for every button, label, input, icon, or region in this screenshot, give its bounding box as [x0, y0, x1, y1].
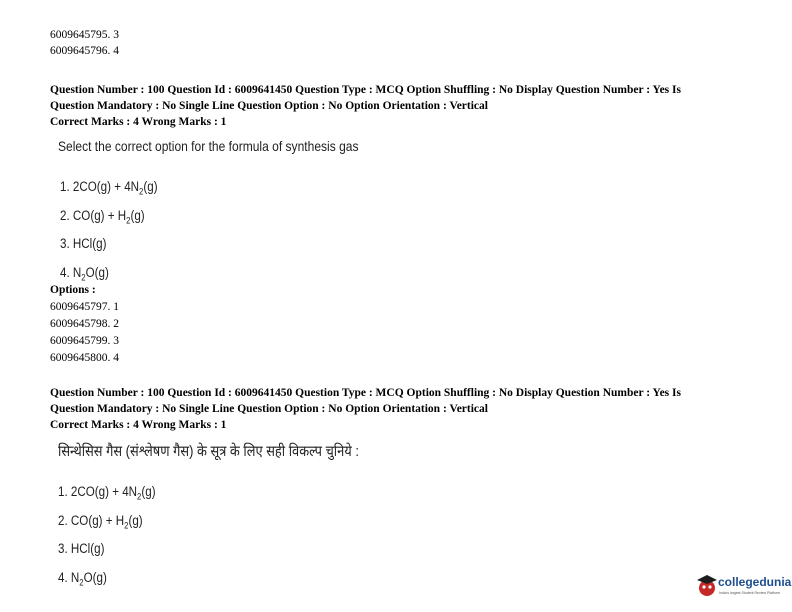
header-line: Question Mandatory : No Single Line Question Option : No Option Orientation : Vertical — [50, 403, 488, 415]
options-block — [50, 282, 119, 366]
option-id: 6009645795. 3 — [50, 29, 119, 41]
question-text-hindi: सिन्थेसिस गैस (संश्लेषण गैस) के सूत्र के लिए सही विकल्प चुनिये : — [58, 443, 359, 460]
question-header — [50, 82, 681, 130]
choice-2: 2. $CO(g) + H_2(g)$ — [60, 207, 145, 226]
question-text: Select the correct option for the formula of synthesis gas — [58, 138, 359, 154]
marks-line: Correct Marks : 4 Wrong Marks : 1 — [50, 116, 227, 128]
collegedunia-logo — [696, 572, 792, 602]
choice-list — [60, 175, 173, 290]
header-line: Question Number : 100 Question Id : 6009641450 Question Type : MCQ Option Shuffling : No Display Question Number : Yes Is — [50, 84, 681, 96]
header-line: Question Number : 100 Question Id : 6009641450 Question Type : MCQ Option Shuffling : No Display Question Number : Yes Is — [50, 387, 681, 399]
logo-text: collegedunia — [718, 575, 792, 589]
option-id: 6009645800. 4 — [50, 352, 119, 364]
question-header — [50, 385, 681, 433]
choice-3: 3. HCl(g) — [60, 236, 107, 252]
choice-2: 2. $CO(g) + H_2(g)$ — [58, 512, 143, 531]
mascot-icon — [696, 574, 718, 598]
choice-list — [58, 480, 171, 595]
option-id: 6009645797. 1 — [50, 301, 119, 313]
header-line: Question Mandatory : No Single Line Question Option : No Option Orientation : Vertical — [50, 100, 488, 112]
option-id: 6009645798. 2 — [50, 318, 119, 330]
option-id: 6009645799. 3 — [50, 335, 119, 347]
top-options — [50, 27, 119, 59]
choice-3: 3. HCl(g) — [58, 541, 105, 557]
choice-4: 4. $N_2O(g)$ — [60, 265, 109, 283]
choice-1: 1. $2CO(g) + 4N_2(g)$ — [58, 484, 156, 502]
choice-4: 4. $N_2O(g)$ — [58, 570, 107, 588]
logo-tagline: India's largest Student Review Platform — [719, 591, 780, 595]
option-id: 6009645796. 4 — [50, 45, 119, 57]
marks-line: Correct Marks : 4 Wrong Marks : 1 — [50, 419, 227, 431]
options-label: Options : — [50, 284, 96, 296]
choice-1: 1. $2CO(g) + 4N_2(g)$ — [60, 179, 158, 197]
